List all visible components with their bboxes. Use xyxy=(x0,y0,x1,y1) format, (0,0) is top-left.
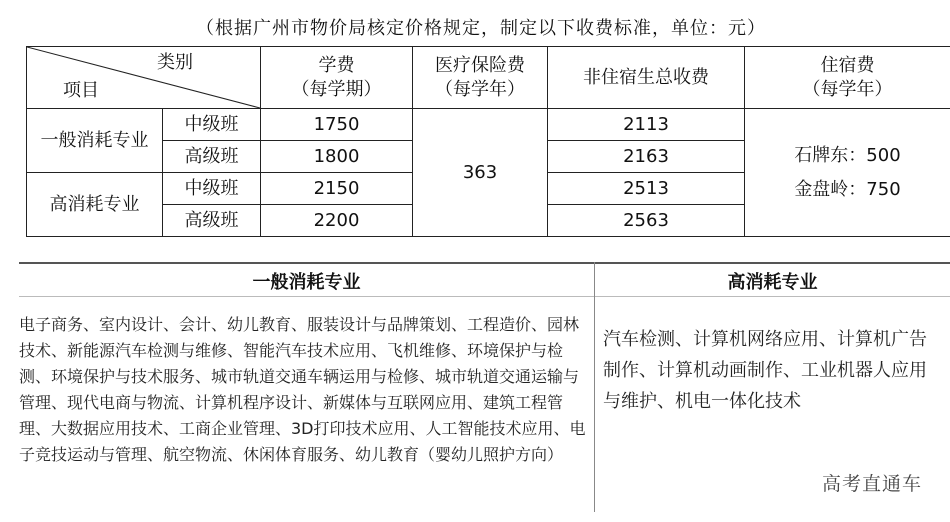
fee-note: （根据广州市物价局核定价格规定，制定以下收费标准，单位：元） xyxy=(196,18,766,39)
dorm-fee-shipaidong: 石牌东：500 xyxy=(794,144,901,166)
tuition-value: 1750 xyxy=(261,109,413,141)
class-level: 高级班 xyxy=(163,141,261,173)
nonresident-header: 非住宿生总收费 xyxy=(548,47,745,109)
divider xyxy=(19,262,950,264)
general-majors-list: 电子商务、室内设计、会计、幼儿教育、服装设计与品牌策划、工程造价、园林技术、新能源汽车检测与维修、智能汽车技术应用、飞机维修、环境保护与检测、环境保护与技术服务、城市轨道交通车辆运用与检修、城市轨道交通运输与管理、现代电商与物流、计算机程序设计、新媒体与互联网应用、建筑工程管理、大数据应用技术、工商企业管理、3D打印技术应用、人工智能技术应用、电子竞技运动与管理、航空物流、休闲体育服务、幼儿教育（婴幼儿照护方向） xyxy=(19,315,586,464)
tuition-header: 学费 （每学期） xyxy=(261,47,413,109)
class-level: 中级班 xyxy=(163,109,261,141)
diagonal-header-cell xyxy=(27,47,261,109)
dorm-fee-jinpanling: 金盘岭：750 xyxy=(794,178,901,200)
general-majors-title: 一般消耗专业 xyxy=(252,272,361,293)
tuition-value: 1800 xyxy=(261,141,413,173)
dorm-header: 住宿费 （每学年） xyxy=(745,47,950,109)
group-name: 一般消耗专业 xyxy=(27,109,163,173)
table-row xyxy=(27,109,950,141)
total-fee: 2163 xyxy=(548,141,745,173)
watermark-text: 高考直通车 xyxy=(821,473,922,495)
table-header-row xyxy=(27,47,950,109)
class-level: 中级班 xyxy=(163,173,261,205)
class-level: 高级班 xyxy=(163,205,261,237)
group-name: 高消耗专业 xyxy=(27,173,163,237)
medical-fee: 363 xyxy=(413,109,548,237)
majors-section xyxy=(19,262,950,512)
high-majors-list: 汽车检测、计算机网络应用、计算机广告制作、计算机动画制作、工业机器人应用与维护、机电一体化技术 xyxy=(603,329,927,412)
item-label: 项目 xyxy=(63,80,99,101)
total-fee: 2513 xyxy=(548,173,745,205)
divider xyxy=(19,296,950,297)
dorm-fees xyxy=(745,109,950,237)
total-fee: 2113 xyxy=(548,109,745,141)
tuition-value: 2150 xyxy=(261,173,413,205)
high-majors-title: 高消耗专业 xyxy=(727,272,818,293)
diagonal-line xyxy=(27,47,260,108)
category-label: 类别 xyxy=(157,52,193,73)
fee-table xyxy=(26,46,950,237)
total-fee: 2563 xyxy=(548,205,745,237)
tuition-value: 2200 xyxy=(261,205,413,237)
divider xyxy=(594,262,595,512)
medical-header: 医疗保险费 （每学年） xyxy=(413,47,548,109)
